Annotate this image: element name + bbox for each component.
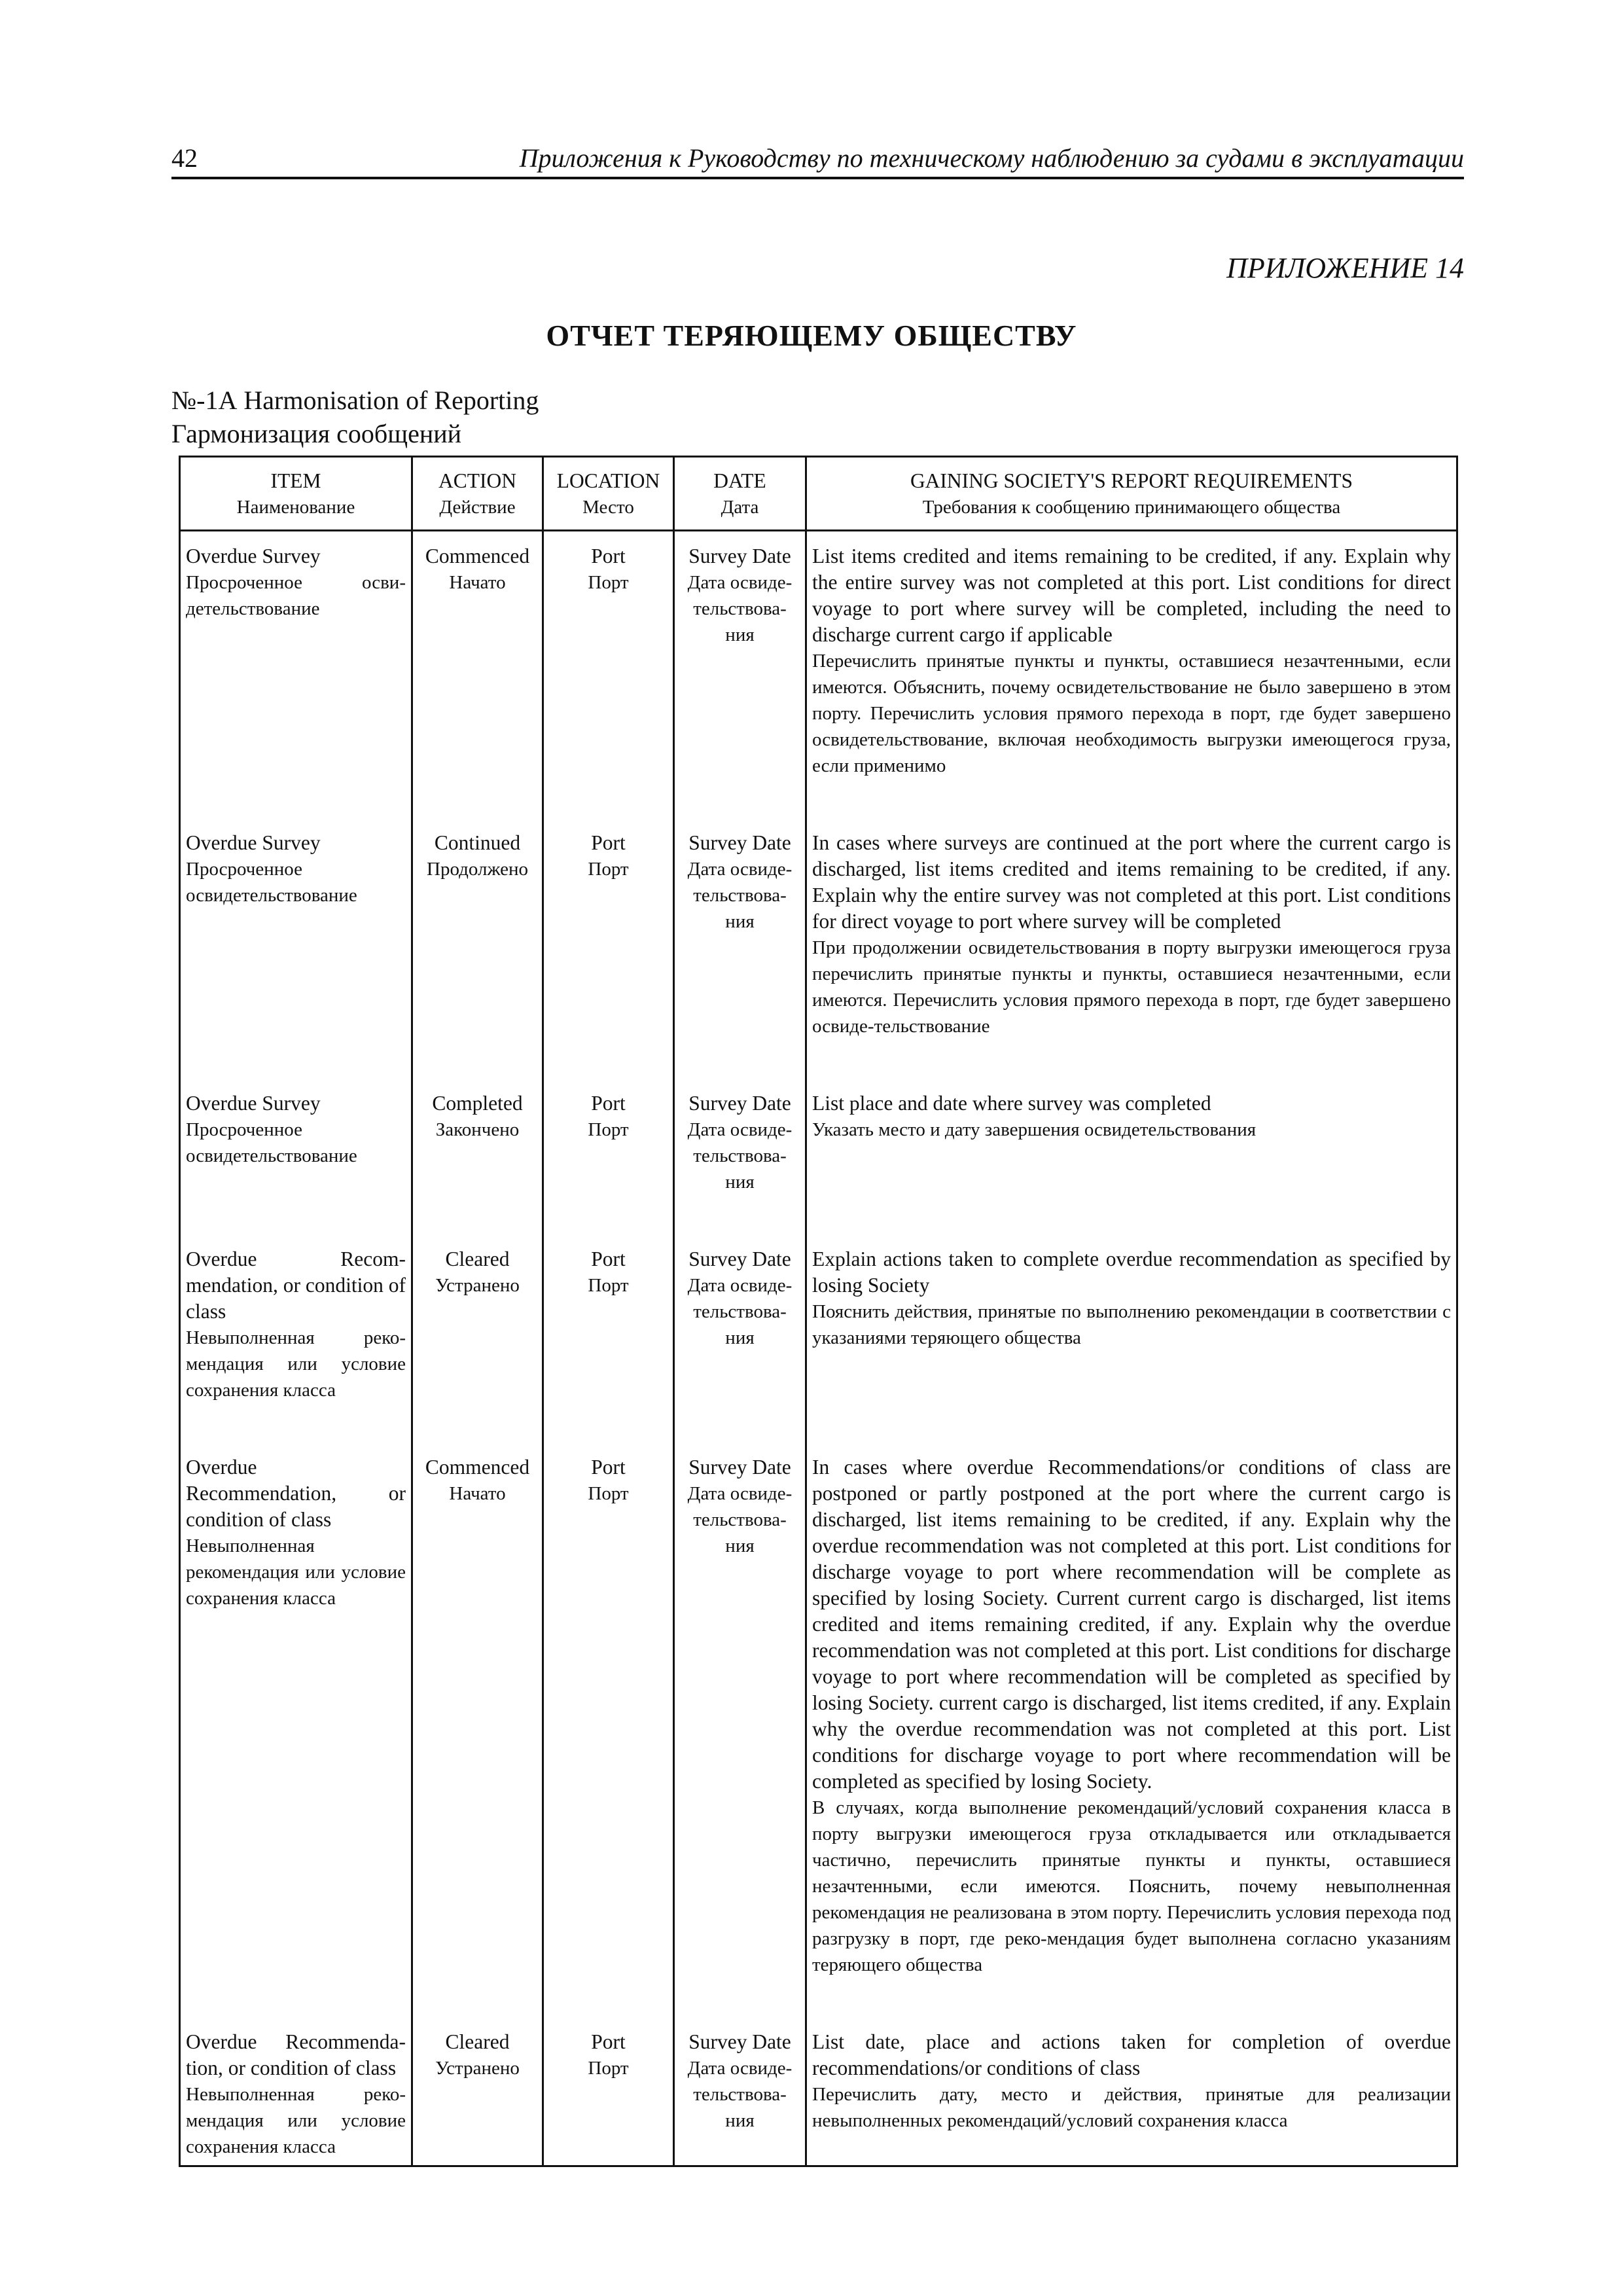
location-en: Port [591,2030,626,2053]
requirements-cell [806,1234,1457,1443]
requirements-ru: При продолжении освидетельствования в порту выгрузки имеющегося груза перечислить принятые пункты и пункты, оставшиеся незачтенными, если имеются. Перечислить условия прямого перехода в порт, где будет завершено освиде-тельствование [812,937,1451,1037]
column-header-requirements [806,457,1457,531]
column-header-requirements-en: GAINING SOCIETY'S REPORT REQUIREMENTS [910,469,1353,492]
date-ru: Дата освиде-тельствова-ния [687,572,793,645]
requirements-ru: Перечислить дату, место и действия, принятые для реализации невыполненных рекомендаций/условий сохранения класса [812,2084,1451,2131]
date-ru: Дата освиде-тельствова-ния [687,2058,793,2131]
item-en: Overdue Survey [186,545,321,567]
action-cell [412,1079,543,1234]
location-en: Port [591,1247,626,1270]
column-header-location [543,457,674,531]
action-ru: Закончено [435,1119,520,1140]
item-ru: Невыполненная рекомендация или условие сохранения класса [186,1535,406,1609]
location-cell [543,2017,674,2166]
action-en: Cleared [445,1247,510,1270]
item-ru: Просроченное освидетельствование [186,859,357,906]
requirements-cell [806,1443,1457,2017]
action-cell [412,531,543,819]
requirements-ru: Пояснить действия, принятые по выполнению рекомендации в соответствии с указаниями теряющего общества [812,1301,1451,1348]
date-cell [674,818,806,1079]
action-cell [412,2017,543,2166]
action-cell [412,818,543,1079]
item-cell [180,818,412,1079]
date-cell [674,2017,806,2166]
item-en: Overdue Recommendation, or condition of class [186,1456,406,1531]
item-ru: Невыполненная реко-мендация или условие сохранения класса [186,1327,406,1401]
item-cell [180,1234,412,1443]
location-ru: Порт [588,2058,629,2079]
action-ru: Продолжено [427,859,528,880]
item-en: Overdue Recommenda-tion, or condition of class [186,2030,406,2079]
header-rule [171,177,1464,179]
column-header-date-ru: Дата [721,497,759,518]
requirements-ru: Перечислить принятые пункты и пункты, оставшиеся незачтенными, если имеются. Объяснить, почему освидетельствование не было завершено в этом порту. Перечислить условия прямого перехода в порт, где будет завершено освидетельствование, включая необходимость выгрузки имеющегося груза, если применимо [812,651,1451,776]
requirements-cell [806,531,1457,819]
column-header-action-en: ACTION [438,469,516,492]
date-cell [674,531,806,819]
date-en: Survey Date [688,2030,791,2053]
item-cell [180,1079,412,1234]
action-en: Commenced [425,1456,530,1479]
location-cell [543,531,674,819]
location-cell [543,1079,674,1234]
action-en: Completed [432,1092,523,1115]
location-cell [543,1443,674,2017]
date-ru: Дата освиде-тельствова-ния [687,1275,793,1348]
item-en: Overdue Survey [186,1092,321,1115]
action-cell [412,1443,543,2017]
page-number: 42 [171,143,198,173]
item-ru: Невыполненная реко-мендация или условие сохранения класса [186,2084,406,2157]
location-ru: Порт [588,1483,629,1504]
location-en: Port [591,1092,626,1115]
item-en: Overdue Recom-mendation, or condition of class [186,1247,406,1323]
location-ru: Порт [588,1119,629,1140]
item-ru: Просроченное освидетельствование [186,1119,357,1166]
date-en: Survey Date [688,831,791,854]
report-requirements-table [179,456,1458,2167]
form-number: №-1А Harmonisation of Reporting [171,386,539,415]
action-en: Commenced [425,545,530,567]
column-header-location-ru: Место [582,497,634,518]
requirements-cell [806,2017,1457,2166]
action-en: Cleared [445,2030,510,2053]
action-ru: Устранено [435,2058,520,2079]
action-ru: Начато [449,572,506,593]
table-row [180,818,1457,1079]
item-cell [180,2017,412,2166]
location-en: Port [591,831,626,854]
column-header-date-en: DATE [713,469,766,492]
location-en: Port [591,1456,626,1479]
date-cell [674,1443,806,2017]
date-cell [674,1079,806,1234]
table-header-row [180,457,1457,531]
item-cell [180,1443,412,2017]
item-cell [180,531,412,819]
requirements-en: List place and date where survey was completed [812,1092,1211,1115]
requirements-en: List items credited and items remaining to be credited, if any. Explain why the entire survey was not completed at this port. List conditions for direct voyage to port where survey will be completed, including the need to discharge current cargo if applicable [812,545,1451,646]
requirements-en: Explain actions taken to complete overdue recommendation as specified by losing Society [812,1247,1451,1297]
date-en: Survey Date [688,1092,791,1115]
location-ru: Порт [588,1275,629,1296]
form-subtitle: Гармонизация сообщений [171,419,462,448]
column-header-requirements-ru: Требования к сообщению принимающего общества [922,497,1341,518]
column-header-date [674,457,806,531]
requirements-cell [806,818,1457,1079]
column-header-action [412,457,543,531]
column-header-location-en: LOCATION [556,469,660,492]
action-ru: Начато [449,1483,506,1504]
table-row [180,1443,1457,2017]
requirements-en: In cases where overdue Recommendations/or conditions of class are postponed or partly postponed at the port where the current cargo is discharged, list items remaining to be credited, if any. Explain why the overdue recommendation was not completed at this port. List conditions for discharge voyage to port where recommendation will be complete as specified by losing Society. Current current cargo is discharged, list items credited and items remaining credited, if any. Explain why the overdue recommendation was not completed at this port. List conditions for discharge voyage to port where recommendation will be completed as specified by losing Society. current cargo is discharged, list items credited, if any. Explain why the overdue recommendation was not completed at this port. List conditions for discharge voyage to port where recommendation will be completed as specified by losing Society. [812,1456,1451,1793]
requirements-en: In cases where surveys are continued at the port where the current cargo is discharged, list items credited and items remaining to be credited, if any. Explain why the entire survey was not completed at this port. List conditions for direct voyage to port where survey will be completed [812,831,1451,933]
column-header-item [180,457,412,531]
action-en: Continued [434,831,521,854]
running-header: Приложения к Руководству по техническому наблюдению за судами в эксплуатации [519,143,1464,173]
table-row [180,531,1457,819]
date-en: Survey Date [688,545,791,567]
document-title: ОТЧЕТ ТЕРЯЮЩЕМУ ОБЩЕСТВУ [546,319,1077,352]
table-row [180,1234,1457,1443]
item-ru: Просроченное осви-детельствование [186,572,406,619]
location-ru: Порт [588,859,629,880]
requirements-ru: В случаях, когда выполнение рекомендаций/условий сохранения класса в порту выгрузки имеющегося груза откладывается или откладывается частично, перечислить принятые пункты и пункты, оставшиеся незачтенными, если имеются. Пояснить, почему невыполненная рекомендация не реализована в этом порту. Перечислить условия перехода под разгрузку в порт, где реко-мендация будет выполнена согласно указаниям теряющего общества [812,1797,1451,1975]
location-cell [543,818,674,1079]
requirements-en: List date, place and actions taken for completion of overdue recommendations/or conditions of class [812,2030,1451,2079]
date-ru: Дата освиде-тельствова-ния [687,1119,793,1193]
location-ru: Порт [588,572,629,593]
requirements-ru: Указать место и дату завершения освидетельствования [812,1119,1257,1140]
table-row [180,2017,1457,2166]
action-cell [412,1234,543,1443]
item-en: Overdue Survey [186,831,321,854]
date-ru: Дата освиде-тельствова-ния [687,1483,793,1556]
table-row [180,1079,1457,1234]
location-cell [543,1234,674,1443]
requirements-cell [806,1079,1457,1234]
action-ru: Устранено [435,1275,520,1296]
column-header-action-ru: Действие [439,497,516,518]
date-en: Survey Date [688,1247,791,1270]
column-header-item-en: ITEM [270,469,321,492]
column-header-item-ru: Наименование [236,497,355,518]
date-cell [674,1234,806,1443]
location-en: Port [591,545,626,567]
date-ru: Дата освиде-тельствова-ния [687,859,793,932]
date-en: Survey Date [688,1456,791,1479]
appendix-label: ПРИЛОЖЕНИЕ 14 [1226,252,1464,284]
